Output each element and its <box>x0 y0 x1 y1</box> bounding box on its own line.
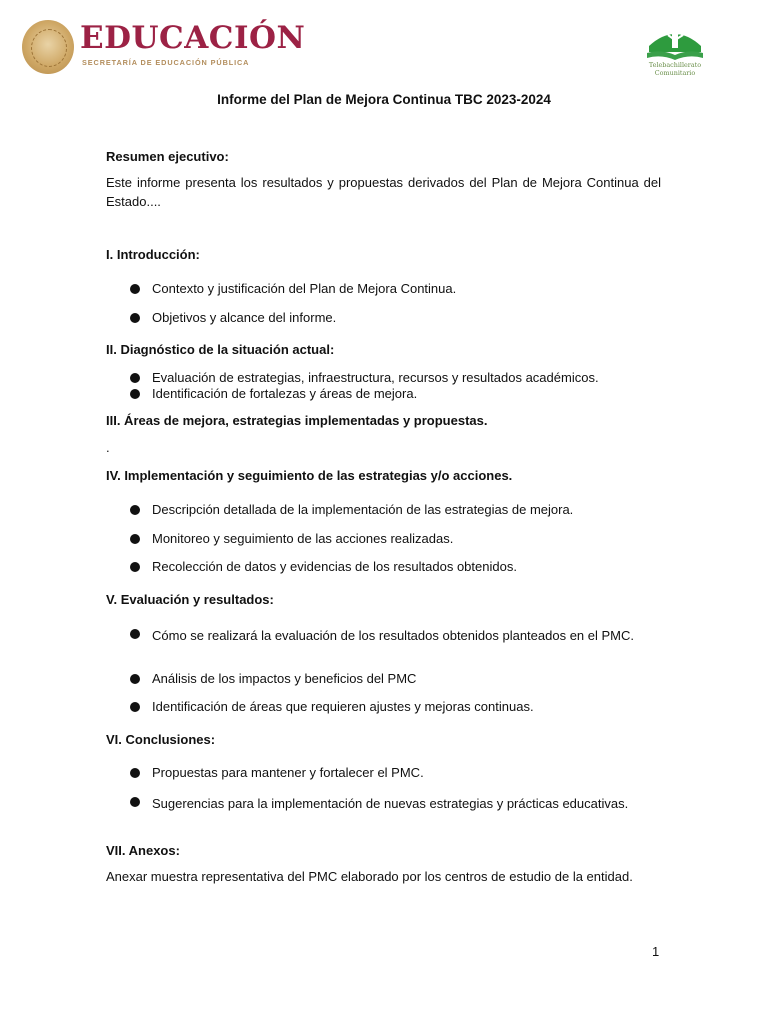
tbc-logo <box>632 16 718 78</box>
section-note: . <box>106 440 110 455</box>
list-item-text: Propuestas para mantener y fortalecer el PMC. <box>152 765 424 780</box>
tbc-logo-line2: Comunitario <box>654 69 696 77</box>
sep-logo-title: EDUCACIÓN <box>80 20 306 56</box>
bullet-icon <box>130 629 140 639</box>
bullet-icon <box>130 284 140 294</box>
document-title: Informe del Plan de Mejora Continua TBC 2023-2024 <box>217 92 551 107</box>
list-item-text: Objetivos y alcance del informe. <box>152 310 337 325</box>
list-item-text: Análisis de los impactos y beneficios del PMC <box>152 671 417 686</box>
list-item-text: Contexto y justificación del Plan de Mejora Continua. <box>152 281 457 296</box>
list-item-text: Monitoreo y seguimiento de las acciones realizadas. <box>152 531 454 546</box>
bullet-icon <box>130 674 140 684</box>
section-heading: II. Diagnóstico de la situación actual: <box>106 342 335 357</box>
bullet-icon <box>130 797 140 807</box>
bullet-icon <box>130 768 140 778</box>
bullet-icon <box>130 534 140 544</box>
bullet-icon <box>130 702 140 712</box>
list-item-text: Recolección de datos y evidencias de los resultados obtenidos. <box>152 559 517 574</box>
bullet-icon <box>130 389 140 399</box>
section-text: Anexar muestra representativa del PMC elaborado por los centros de estudio de la entidad. <box>106 869 633 884</box>
sep-logo-subtitle: SECRETARÍA DE EDUCACIÓN PÚBLICA <box>82 58 250 67</box>
list-item-text: Descripción detallada de la implementación de las estrategias de mejora. <box>152 502 574 517</box>
list-item-text: Identificación de áreas que requieren ajustes y mejoras continuas. <box>152 699 534 714</box>
bullet-icon <box>130 313 140 323</box>
section-heading: VII. Anexos: <box>106 843 180 858</box>
bullet-icon <box>130 505 140 515</box>
list-item-text: Cómo se realizará la evaluación de los resultados obtenidos planteados en el PMC. <box>152 628 635 643</box>
national-seal-icon <box>22 20 74 74</box>
summary-heading: Resumen ejecutivo: <box>106 149 229 164</box>
bullet-icon <box>130 373 140 383</box>
bullet-icon <box>130 562 140 572</box>
tbc-logo-line1: Telebachillerato <box>648 61 702 69</box>
tree-book-icon <box>643 16 707 60</box>
section-heading: VI. Conclusiones: <box>106 732 216 747</box>
page-number: 1 <box>652 944 660 959</box>
section-heading: V. Evaluación y resultados: <box>106 592 274 607</box>
section-heading: IV. Implementación y seguimiento de las estrategias y/o acciones. <box>106 468 513 483</box>
list-item-text: Sugerencias para la implementación de nuevas estrategias y prácticas educativas. <box>152 796 629 811</box>
section-heading: I. Introducción: <box>106 247 200 262</box>
list-item-text: Identificación de fortalezas y áreas de mejora. <box>152 386 418 401</box>
section-heading: III. Áreas de mejora, estrategias implementadas y propuestas. <box>106 413 488 428</box>
list-item-text: Evaluación de estrategias, infraestructura, recursos y resultados académicos. <box>152 370 599 385</box>
sep-logo <box>22 18 306 78</box>
summary-text: Este informe presenta los resultados y propuestas derivados del Plan de Mejora Continua del Estado.... <box>106 175 661 209</box>
